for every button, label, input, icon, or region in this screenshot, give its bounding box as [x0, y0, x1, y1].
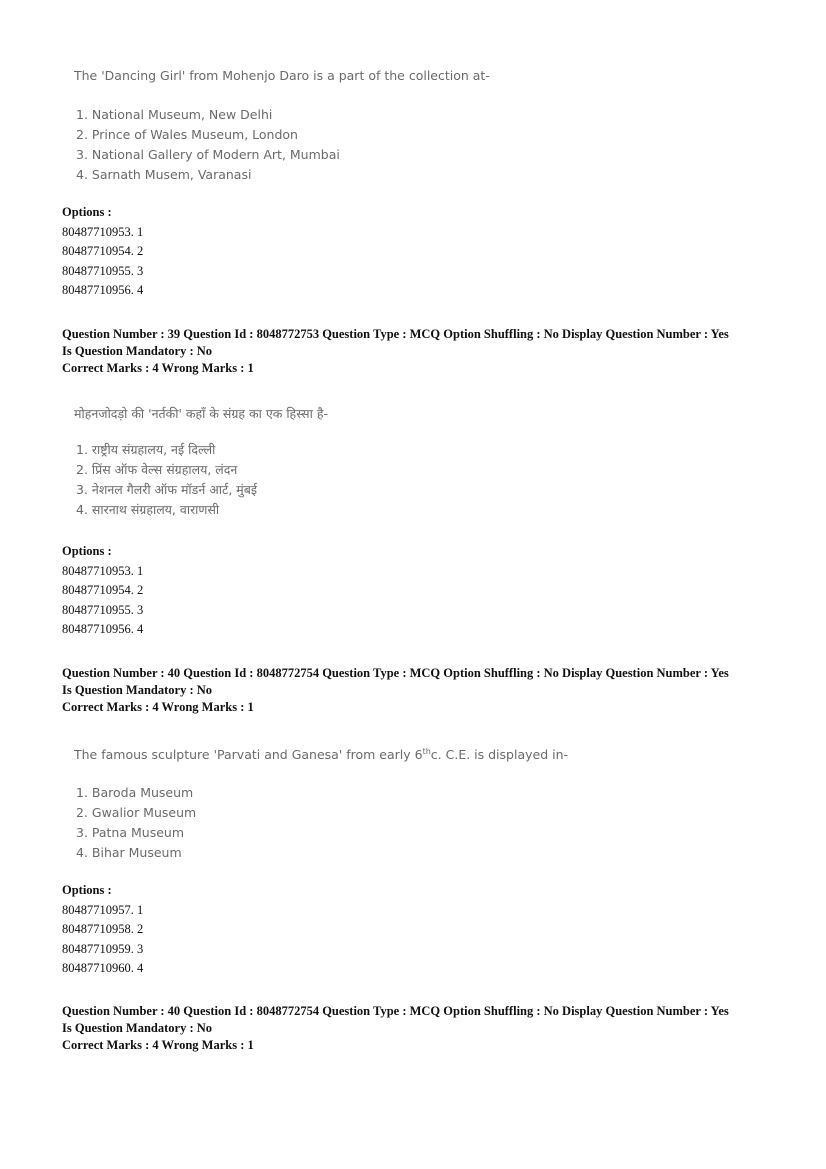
choice-item: 4. Bihar Museum	[76, 845, 182, 861]
choice-item: 1. राष्ट्रीय संग्रहालय, नई दिल्ली	[76, 442, 216, 457]
option-id: 80487710954. 2	[62, 583, 144, 597]
choice-item: 2. Prince of Wales Museum, London	[76, 127, 298, 142]
choice-list	[74, 783, 568, 863]
question-image-english-1	[74, 68, 490, 185]
marks-line: Correct Marks : 4 Wrong Marks : 1	[62, 1038, 254, 1052]
mandatory-line: Is Question Mandatory : No	[62, 344, 213, 358]
choice-list	[74, 440, 328, 520]
option-id: 80487710953. 1	[62, 224, 144, 239]
question-meta-40-hindi	[62, 1003, 782, 1054]
mandatory-line: Is Question Mandatory : No	[62, 683, 213, 697]
option-id: 80487710958. 2	[62, 922, 144, 936]
options-block-1	[62, 203, 143, 301]
options-block-3	[62, 881, 143, 979]
marks-line: Correct Marks : 4 Wrong Marks : 1	[62, 361, 254, 375]
choice-item: 4. Sarnath Musem, Varanasi	[76, 167, 252, 182]
option-id: 80487710955. 3	[62, 263, 144, 278]
options-header: Options :	[62, 544, 112, 558]
option-id: 80487710960. 4	[62, 961, 144, 975]
question-info-line: Question Number : 39 Question Id : 8048772753 Question Type : MCQ Option Shuffling : No Display Question Number : Yes	[62, 327, 729, 341]
option-id: 80487710959. 3	[62, 941, 144, 956]
options-block-2	[62, 542, 143, 640]
choice-item: 2. Gwalior Museum	[76, 805, 197, 821]
choice-item: 4. सारनाथ संग्रहालय, वाराणसी	[76, 502, 220, 517]
question-image-english-2	[74, 747, 568, 863]
choice-item: 3. नेशनल गैलरी ऑफ मॉडर्न आर्ट, मुंबई	[76, 482, 258, 497]
option-id: 80487710954. 2	[62, 244, 144, 258]
choice-item: 1. National Museum, New Delhi	[76, 107, 273, 122]
options-header: Options :	[62, 883, 112, 897]
question-image-hindi	[74, 405, 328, 520]
option-id: 80487710956. 4	[62, 622, 144, 636]
option-id: 80487710957. 1	[62, 902, 144, 917]
choice-item: 3. National Gallery of Modern Art, Mumbai	[76, 147, 340, 162]
marks-line: Correct Marks : 4 Wrong Marks : 1	[62, 700, 254, 714]
choice-list	[74, 105, 490, 185]
question-stem: The 'Dancing Girl' from Mohenjo Daro is a part of the collection at-	[74, 68, 490, 83]
options-header: Options :	[62, 205, 112, 219]
option-id: 80487710955. 3	[62, 602, 144, 617]
choice-item: 1. Baroda Museum	[76, 785, 194, 801]
question-meta-40	[62, 665, 782, 716]
question-stem: The famous sculpture 'Parvati and Ganesa' from early 6thc. C.E. is displayed in-	[74, 747, 569, 763]
option-id: 80487710953. 1	[62, 563, 144, 578]
choice-item: 2. प्रिंस ऑफ वेल्स संग्रहालय, लंदन	[76, 462, 238, 477]
option-id: 80487710956. 4	[62, 283, 144, 297]
question-info-line: Question Number : 40 Question Id : 8048772754 Question Type : MCQ Option Shuffling : No Display Question Number : Yes	[62, 1004, 729, 1018]
question-meta-39	[62, 326, 782, 377]
question-stem: मोहनजोदड़ो की 'नर्तकी' कहाँ के संग्रह का एक हिस्सा है-	[74, 406, 328, 421]
question-info-line: Question Number : 40 Question Id : 8048772754 Question Type : MCQ Option Shuffling : No Display Question Number : Yes	[62, 666, 729, 680]
mandatory-line: Is Question Mandatory : No	[62, 1021, 213, 1035]
choice-item: 3. Patna Museum	[76, 825, 185, 841]
